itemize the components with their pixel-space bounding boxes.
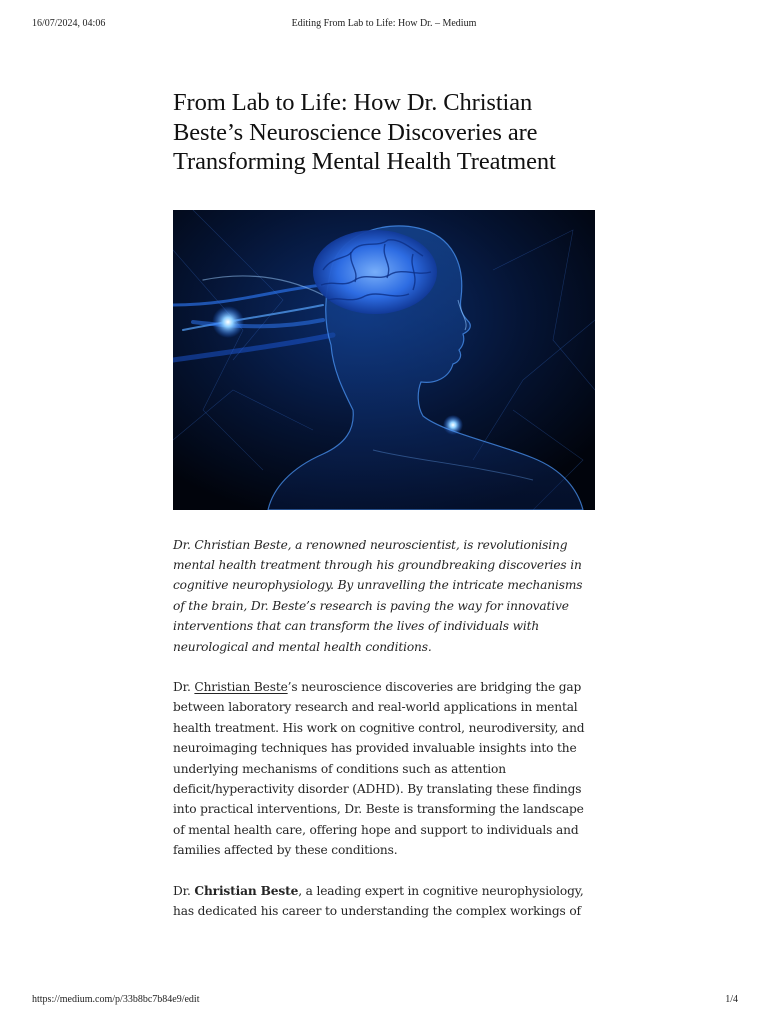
p2-text: ’s neuroscience discoveries are bridging the gap between laboratory research and real-world applications in mental health treatment. His work on cognitive control, neurodiversity, and neuroimaging techniques has provided invaluable insights into the underlying mechanisms of conditions such as attention deficit/hyperactivity disorder (ADHD). By translating these findings into practical interventions, Dr. Beste is transforming the landscape of mental health care, offering hope and support to individuals and families affected by these conditions.	[173, 679, 585, 858]
p2-prefix: Dr.	[173, 679, 195, 694]
hero-image	[173, 210, 595, 510]
article-paragraph-3	[173, 881, 595, 922]
christian-beste-link[interactable]: Christian Beste	[194, 679, 288, 694]
print-page-number: 1/4	[725, 994, 738, 1005]
article-intro: Dr. Christian Beste, a renowned neuroscientist, is revolutionising mental health treatment through his groundbreaking discoveries in cognitive neurophysiology. By unravelling the intricate mechanisms of the brain, Dr. Beste’s research is paving the way for innovative interventions that can transform the lives of individuals with neurological and mental health conditions.	[173, 537, 583, 654]
p3-text: , a leading expert in cognitive neurophysiology, has dedicated his career to understanding the complex workings of	[173, 883, 584, 918]
print-url: https://medium.com/p/33b8bc7b84e9/edit	[32, 994, 200, 1005]
article	[173, 88, 595, 921]
p3-prefix: Dr.	[173, 883, 195, 898]
article-title: From Lab to Life: How Dr. Christian Beste’s Neuroscience Discoveries are Transforming Mental Health Treatment	[173, 89, 556, 175]
print-datetime: 16/07/2024, 04:06	[32, 18, 106, 29]
article-paragraph-2	[173, 677, 595, 861]
neuroscience-head-illustration	[173, 210, 595, 510]
p3-bold-name: Christian Beste	[194, 883, 299, 898]
print-page-title: Editing From Lab to Life: How Dr. – Medium	[291, 18, 477, 29]
